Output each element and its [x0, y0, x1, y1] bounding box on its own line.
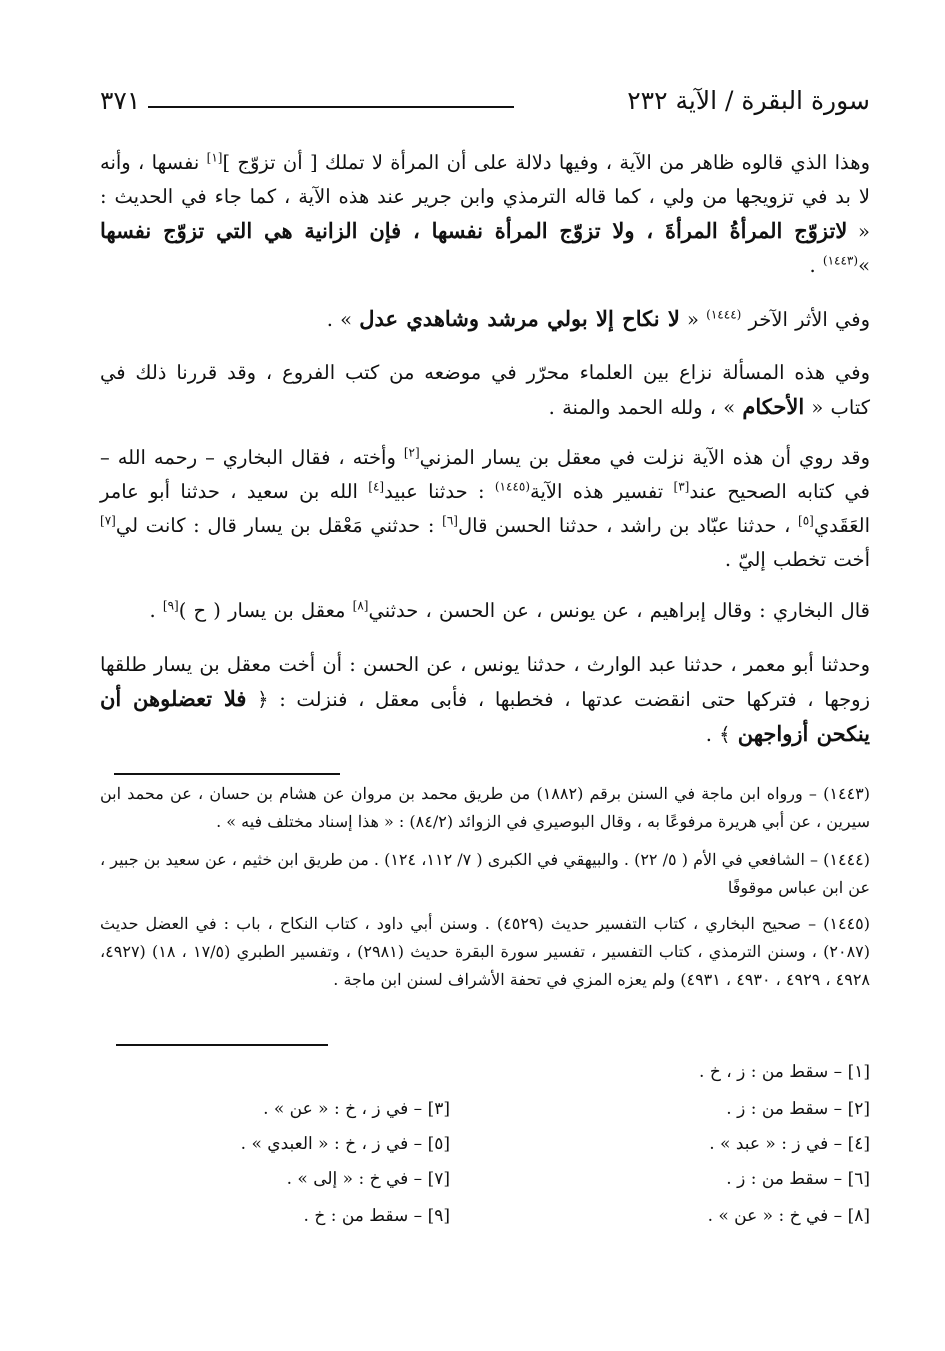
footnote-ref: (١٤٤٤) — [706, 307, 742, 322]
variant-3: [٣] – في ز ، خ : « عن » . — [263, 1099, 450, 1119]
paragraph-1: وهذا الذي قالوه ظاهر من الآية ، وفيها دلالة على أن المرأة لا تملك [ أن تزوّج ][١] نفسها ، وأنه لا بد في تزويجها من ولي ، كما قاله الترمذي وابن جرير عند هذه الآية ، كما جاء في الحديث : « لاتزوّج المرأةُ المرأةَ ، ولا تزوّج المرأة نفسها ، فإن الزانية هي التي تزوّج نفسها »$^{(١٤٤٣)}$ . — [100, 150, 870, 277]
variant-2: [٢] – سقط من : ز . — [726, 1099, 870, 1119]
variants-divider — [116, 1044, 328, 1046]
footnote-1444: (١٤٤٤) – الشافعي في الأم ( ٥/ ٢٢) . والبيهقي في الكبرى ( ٧/ ١١٢، ١٢٤) . من طريق ابن خثيم ، عن سعيد بن جبير ، عن ابن عباس موقوفًا — [100, 850, 871, 897]
paragraph-6: وحدثنا أبو معمر ، حدثنا عبد الوارث ، حدثنا يونس ، عن الحسن : أن أخت معقل بن يسار طلقها زوجها ، فتركها حتى انقضت عدتها ، فخطبها ، فأبى معقل ، فنزلت : ﴿ فلا تعضلوهن أن ينكحن أزواجهن ﴾ . — [100, 653, 870, 746]
paragraph-5: قال البخاري : وقال إبراهيم ، عن يونس ، عن الحسن ، حدثني[٨] معقل بن يسار ( ح )[٩] . — [149, 598, 870, 622]
page-number: ٣٧١ — [100, 86, 141, 115]
page-header — [100, 86, 870, 126]
variant-7: [٧] – في خ : « إلى » . — [286, 1169, 450, 1189]
paragraph-2: وفي الأثر الآخر $^{(١٤٤٤)}$ « لا نكاح إلا بولي مرشد وشاهدي عدل » . — [326, 306, 870, 331]
footnote-1443: (١٤٤٣) – ورواه ابن ماجة في السنن برقم (١٨٨٢) من طريق محمد بن مروان عن هشام بن حسان ، عن محمد ابن سيرين ، عن أبي هريرة مرفوعًا به ، وقال البوصيري في الزوائد (٨٤/٢) : « هذا إسناد مختلف فيه » . — [100, 784, 871, 831]
footnote-ref: (١٤٤٣) — [822, 253, 859, 268]
footnotes-divider — [114, 773, 340, 775]
variant-5: [٥] – في ز ، خ : « العبدي » . — [240, 1134, 450, 1154]
book-page — [100, 0, 870, 1351]
variant-8: [٨] – في خ : « عن » . — [707, 1206, 870, 1226]
variant-9: [٩] – سقط من : خ . — [303, 1206, 450, 1226]
hadith-text: لاتزوّج المرأةُ المرأةَ ، ولا تزوّج المرأة نفسها ، فإن الزانية هي التي تزوّج نفسها — [100, 218, 848, 243]
athar-text: لا نكاح إلا بولي مرشد وشاهدي عدل — [359, 306, 680, 331]
paragraph-3: وفي هذه المسألة نزاع بين العلماء محرّر في موضعه من كتب الفروع ، وقد قررنا ذلك في كتاب « الأحكام » ، ولله الحمد والمنة . — [100, 361, 870, 419]
variant-1: [١] – سقط من : ز ، خ . — [699, 1062, 870, 1082]
paragraph-4: وقد روي أن هذه الآية نزلت في معقل بن يسار المزني[٢] وأخته ، فقال البخاري – رحمه الله – في كتابه الصحيح عند[٣] تفسير هذه الآية$^{(١٤٤٥)}$ : حدثنا عبيد[٤] الله بن سعيد ، حدثنا أبو عامر العَقَدي[٥] ، حدثنا عبّاد بن راشد ، حدثنا الحسن قال[٦] : حدثني مَعْقل بن يسار قال : كانت لي[٧] أخت تخطب إليّ . — [100, 445, 870, 571]
variant-4: [٤] – في ز : « عبد » . — [709, 1134, 870, 1154]
header-rule — [148, 106, 514, 108]
book-title: الأحكام — [742, 394, 805, 419]
surah-title: سورة البقرة / الآية ٢٣٢ — [627, 86, 870, 115]
variant-6: [٦] – سقط من : ز . — [726, 1169, 870, 1189]
ayah-text: فلا تعضلوهن أن ينكحن أزواجهن — [100, 686, 870, 746]
footnote-1445: (١٤٤٥) – صحيح البخاري ، كتاب التفسير حديث (٤٥٢٩) . وسنن أبي داود ، كتاب النكاح ، باب : في العضل حديث (٢٠٨٧) ، وسنن الترمذي ، كتاب التفسير ، تفسير سورة البقرة حديث (٢٩٨١) ، وتفسير الطبري (١٧/٥ ، ١٨) (٤٩٢٧، ٤٩٢٨ ، ٤٩٢٩ ، ٤٩٣٠ ، ٤٩٣١) ولم يعزه المزي في تحفة الأشراف لسنن ابن ماجة . — [100, 914, 871, 989]
variant-ref: [١] — [206, 150, 223, 165]
